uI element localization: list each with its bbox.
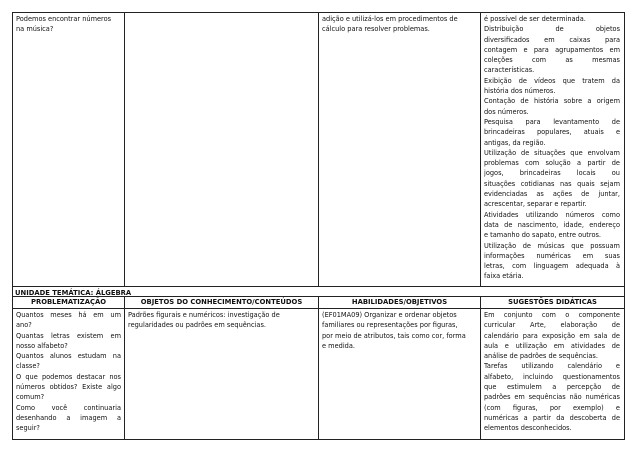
text-line: elementos desconhecidos. — [484, 424, 572, 433]
text-line: acrescentar, separar e repartir. — [484, 200, 587, 209]
text-line: comum? — [16, 393, 45, 402]
col-divider-1-top — [124, 12, 125, 286]
text-line: e tamanho do sapato, entre outros. — [484, 231, 602, 240]
text-line: Tarefas utilizando calendário e — [484, 362, 620, 371]
unit-title: UNIDADE TEMÁTICA: ÁLGEBRA — [15, 289, 132, 297]
text-line: Podemos encontrar números — [16, 15, 112, 23]
top-sugestoes-cell — [484, 14, 620, 282]
col-divider-2-bottom — [318, 296, 319, 440]
text-line: Exibição de vídeos que tratem da — [484, 76, 620, 85]
header-objetos: OBJETOS DO CONHECIMENTO/CONTEÚDOS — [140, 298, 303, 306]
text-line: calendário para exposição em sala de — [484, 331, 620, 340]
text-line: Quantos meses há em um — [16, 311, 121, 319]
text-line: análise de padrões de sequências. — [484, 352, 598, 361]
text-line: nosso alfabeto? — [16, 341, 68, 350]
header-habilidades: HABILIDADES/OBJETIVOS — [351, 298, 448, 306]
text-line: jogos, brincadeiras locais ou — [484, 169, 620, 178]
text-line: aula e utilização em atividades de — [484, 341, 620, 350]
problematizacao-cell — [16, 310, 121, 434]
text-line: Utilização de situações que envolvam — [484, 148, 620, 157]
text-line: faixa etária. — [484, 272, 524, 281]
text-line: diversificados em caixas para — [484, 35, 620, 44]
table-border-left — [12, 12, 13, 440]
text-line: Quantos alunos estudam na — [16, 352, 121, 361]
text-line: Quantas letras existem em — [16, 331, 121, 340]
text-line: Padrões figurais e numéricos: investigação de — [128, 311, 280, 319]
text-line: data de nascimento, idade, endereço — [484, 220, 620, 229]
top-problematizacao-cell — [16, 14, 122, 35]
text-line: Como você continuaria — [16, 403, 121, 412]
text-line: Em conjunto com o componente — [484, 311, 620, 319]
text-line: Contação de história sobre a origem — [484, 97, 620, 106]
text-line: história dos números. — [484, 87, 556, 96]
objetos-cell — [128, 310, 316, 331]
text-line: e medida. — [322, 341, 355, 350]
text-line: adição e utilizá-los em procedimentos de — [322, 15, 458, 23]
text-line: classe? — [16, 362, 40, 371]
col-divider-3-top — [480, 12, 481, 286]
text-line: Atividades utilizando números como — [484, 210, 620, 219]
curriculum-table — [12, 12, 625, 440]
text-line: na música? — [16, 25, 54, 34]
text-line: que estimulem a percepção de — [484, 383, 620, 392]
text-line: cálculo para resolver problemas. — [322, 25, 430, 34]
text-line: Utilização de músicas que possuam — [484, 241, 620, 250]
text-line: ano? — [16, 321, 32, 330]
text-line: seguir? — [16, 424, 40, 433]
text-line: (com figuras, por exemplo) e — [484, 403, 620, 412]
text-line: numéricas a partir da descoberta de — [484, 413, 620, 422]
col-divider-2-top — [318, 12, 319, 286]
text-line: familiares ou representações por figuras, — [322, 321, 458, 330]
text-line: situações cotidianas nas quais sejam — [484, 179, 620, 188]
text-line: problemas com solução a partir de — [484, 159, 620, 168]
text-line: evidenciadas as ações de juntar, — [484, 190, 620, 199]
text-line: Pesquisa para levantamento de — [484, 117, 620, 126]
text-line: (EF01MA09) Organizar e ordenar objetos — [322, 311, 457, 319]
text-line: informações numéricas em suas — [484, 251, 620, 260]
text-line: Distribuição de objetos — [484, 25, 620, 34]
text-line: por meio de atributos, tais como cor, forma — [322, 331, 466, 340]
text-line: curricular Arte, elaboração de — [484, 321, 620, 330]
header-sugestoes: SUGESTÕES DIDÁTICAS — [508, 298, 597, 306]
text-line: regularidades ou padrões em sequências. — [128, 321, 267, 330]
sugestoes-cell — [484, 310, 620, 434]
table-border-right — [624, 12, 625, 440]
text-line: coleções com as mesmas — [484, 56, 620, 65]
text-line: padrões em sequências não numéricas — [484, 393, 620, 402]
col-divider-3-bottom — [480, 296, 481, 440]
text-line: alfabeto, incluindo questionamentos — [484, 372, 620, 381]
text-line: é possível de ser determinada. — [484, 15, 586, 23]
habilidades-cell — [322, 310, 478, 351]
text-line: antigas, da região. — [484, 138, 546, 147]
col-divider-1-bottom — [124, 296, 125, 440]
text-line: números obtidos? Existe algo — [16, 383, 121, 392]
text-line: contagem e para agrupamentos em — [484, 45, 620, 54]
text-line: letras, com linguagem adequada à — [484, 262, 620, 271]
text-line: O que podemos destacar nos — [16, 372, 121, 381]
text-line: dos números. — [484, 107, 529, 116]
row-divider-unit — [12, 286, 625, 287]
top-habilidades-cell — [322, 14, 478, 35]
text-line: brincadeiras populares, atuais e — [484, 128, 620, 137]
text-line: desenhando a imagem a — [16, 413, 121, 422]
text-line: características. — [484, 66, 535, 75]
header-problematizacao: PROBLEMATIZAÇÃO — [30, 298, 107, 306]
